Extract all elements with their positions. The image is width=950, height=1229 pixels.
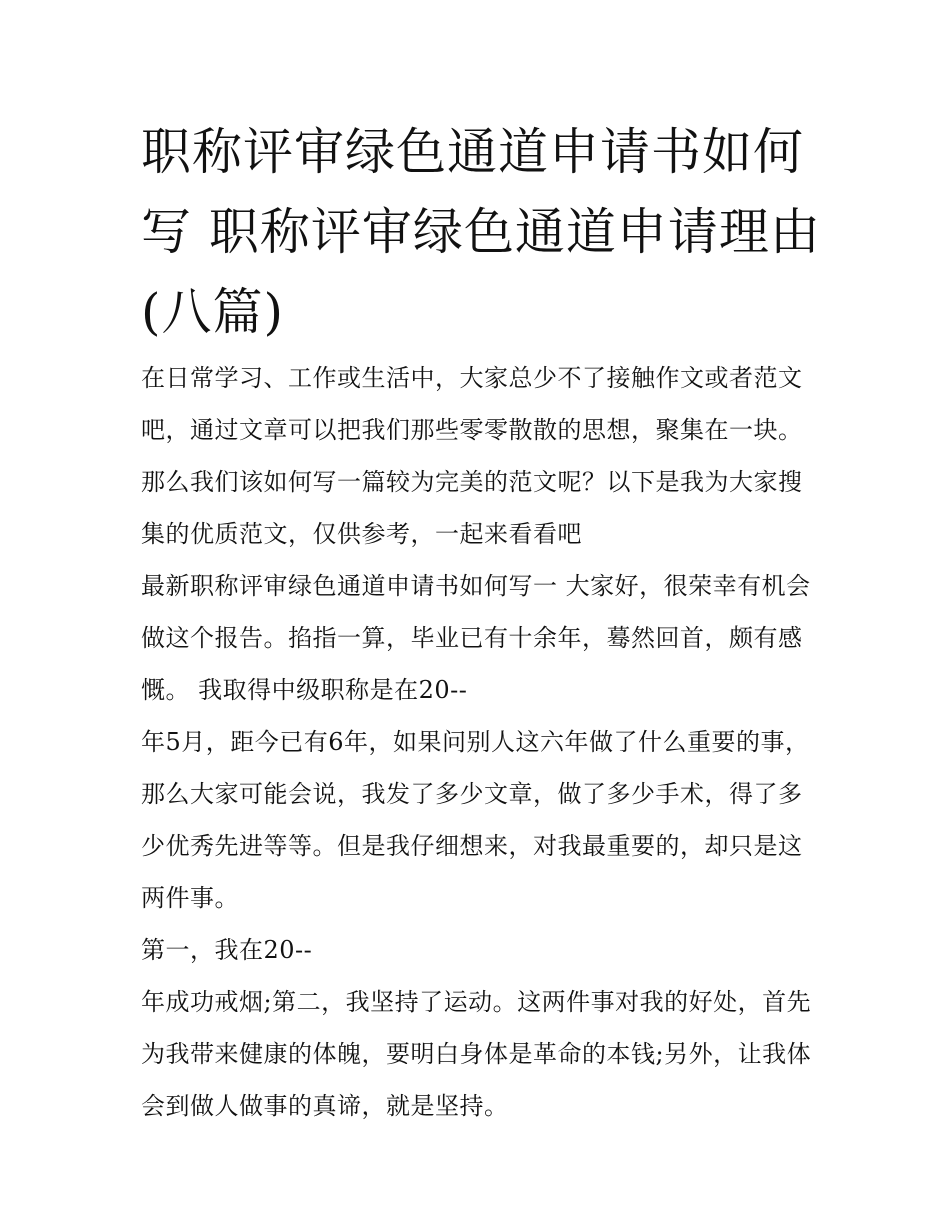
body-paragraph-1: 最新职称评审绿色通道申请书如何写一 大家好，很荣幸有机会做这个报告。掐指一算，毕业已有十余年，蓦然回首，颇有感慨。 我取得中级职称是在20-- — [141, 572, 811, 704]
document-title: 职称评审绿色通道申请书如何写 职称评审绿色通道申请理由(八篇) — [141, 123, 821, 341]
body-paragraph-3: 第一，我在20-- — [141, 936, 313, 964]
body-paragraph-2: 年5月，距今已有6年，如果问别人这六年做了什么重要的事，那么大家可能会说，我发了多少文章，做了多少手术，得了多少优秀先进等等。但是我仔细想来，对我最重要的，却只是这两件事。 — [141, 728, 810, 912]
document-page — [141, 112, 821, 1132]
intro-paragraph: 在日常学习、工作或生活中，大家总少不了接触作文或者范文吧，通过文章可以把我们那些零零散散的思想，聚集在一块。那么我们该如何写一篇较为完美的范文呢？以下是我为大家搜集的优质范文，仅供参考，一起来看看吧 — [141, 364, 803, 548]
body-paragraph-4: 年成功戒烟;第二，我坚持了运动。这两件事对我的好处，首先为我带来健康的体魄，要明白身体是革命的本钱;另外，让我体会到做人做事的真谛，就是坚持。 — [141, 988, 812, 1120]
